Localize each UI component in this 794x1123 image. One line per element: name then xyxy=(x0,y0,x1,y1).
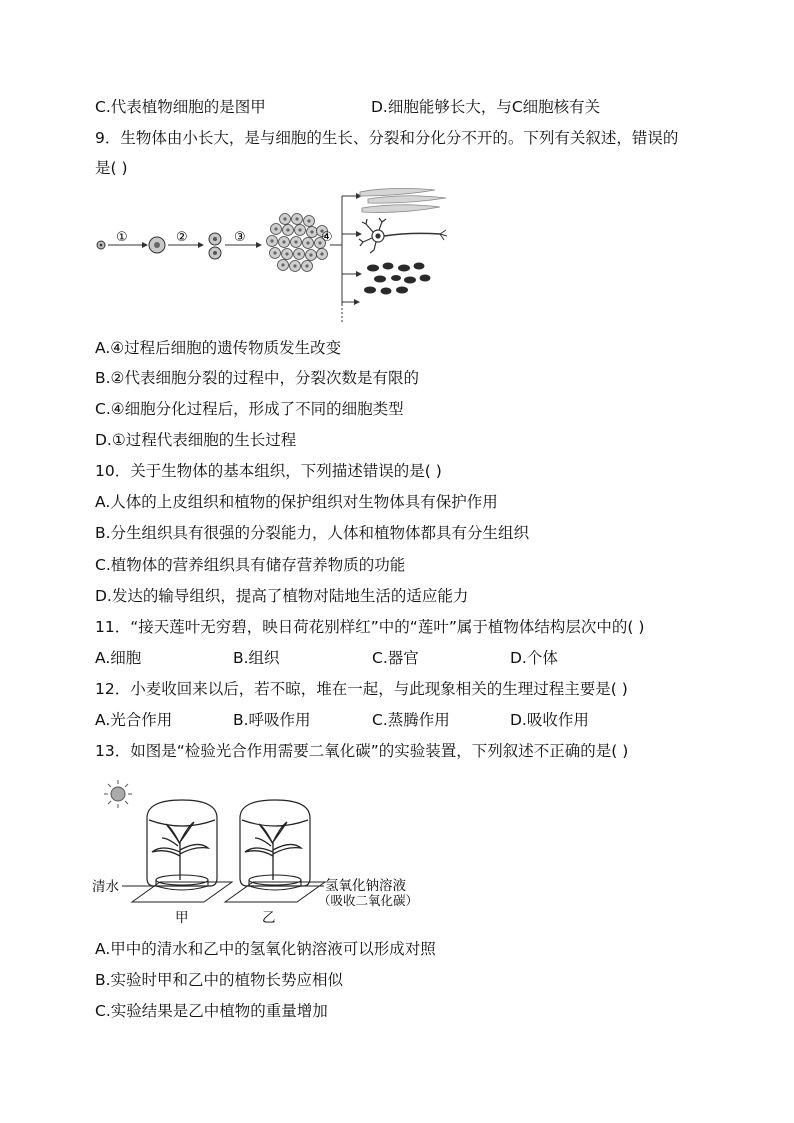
jar-yi xyxy=(240,800,310,886)
blood-cells xyxy=(364,263,431,295)
q13-option-c: C.实验结果是乙中植物的重量增加 xyxy=(95,1002,328,1020)
q13-option-b: B.实验时甲和乙中的植物长势应相似 xyxy=(95,971,344,989)
q12-stem: 12．小麦收回来以后，若不晾，堆在一起，与此现象相关的生理过程主要是( ) xyxy=(95,680,628,698)
muscle-tissue xyxy=(360,188,446,212)
q9-stem-line1: 9．生物体由小长大，是与细胞的生长、分裂和分化分不开的。下列有关叙述，错误的 xyxy=(95,129,679,147)
step-3-label: ③ xyxy=(234,230,246,245)
nerve-cell xyxy=(359,218,447,253)
q11-option-c: C.器官 xyxy=(372,649,419,667)
q12-option-a: A.光合作用 xyxy=(95,711,173,729)
step-4-label: ④ xyxy=(321,230,333,245)
q11-stem: 11．“接天莲叶无穷碧，映日荷花别样红”中的“莲叶”属于植物体结构层次中的( ) xyxy=(95,618,645,636)
q9-stem-line2: 是( ) xyxy=(95,159,128,177)
q13-stem: 13．如图是“检验光合作用需要二氧化碳”的实验装置，下列叙述不正确的是( ) xyxy=(95,742,629,760)
q9-option-d: D.①过程代表细胞的生长过程 xyxy=(95,431,297,449)
q10-option-b: B.分生组织具有很强的分裂能力，人体和植物体都具有分生组织 xyxy=(95,524,530,542)
label-absorb-co2: （吸收二氧化碳） xyxy=(318,893,419,908)
label-water: 清水 xyxy=(92,879,119,895)
q9-option-a: A.④过程后细胞的遗传物质发生改变 xyxy=(95,339,342,357)
q12-option-c: C.蒸腾作用 xyxy=(372,711,450,729)
sun-icon xyxy=(104,780,132,808)
q10-option-a: A.人体的上皮组织和植物的保护组织对生物体具有保护作用 xyxy=(95,493,498,511)
plant-yi xyxy=(245,822,301,880)
jar-jia xyxy=(147,800,217,886)
q12-option-b: B.呼吸作用 xyxy=(233,711,311,729)
prev-option-c: C.代表植物细胞的是图甲 xyxy=(95,98,266,116)
q9-option-c: C.④细胞分化过程后，形成了不同的细胞类型 xyxy=(95,400,404,418)
q10-option-d: D.发达的输导组织，提高了植物对陆地生活的适应能力 xyxy=(95,587,469,605)
plant-jia xyxy=(152,822,208,880)
q10-stem: 10．关于生物体的基本组织，下列描述错误的是( ) xyxy=(95,462,442,480)
label-jia: 甲 xyxy=(175,910,189,926)
step-2-label: ② xyxy=(176,230,188,245)
photosynthesis-experiment-diagram xyxy=(92,772,432,932)
q10-option-c: C.植物体的营养组织具有储存营养物质的功能 xyxy=(95,556,406,574)
q11-option-b: B.组织 xyxy=(233,649,280,667)
q13-option-a: A.甲中的清水和乙中的氢氧化钠溶液可以形成对照 xyxy=(95,940,436,958)
step-1-label: ① xyxy=(116,230,128,245)
q11-option-a: A.细胞 xyxy=(95,649,142,667)
label-yi: 乙 xyxy=(262,910,276,926)
q12-option-d: D.吸收作用 xyxy=(510,711,589,729)
prev-option-d: D.细胞能够长大，与C细胞核有关 xyxy=(371,98,601,116)
label-naoh: 氢氧化钠溶液 xyxy=(325,878,406,894)
q9-option-b: B.②代表细胞分裂的过程中，分裂次数是有限的 xyxy=(95,369,419,387)
cell-division-diagram xyxy=(90,186,470,326)
q11-option-d: D.个体 xyxy=(510,649,558,667)
